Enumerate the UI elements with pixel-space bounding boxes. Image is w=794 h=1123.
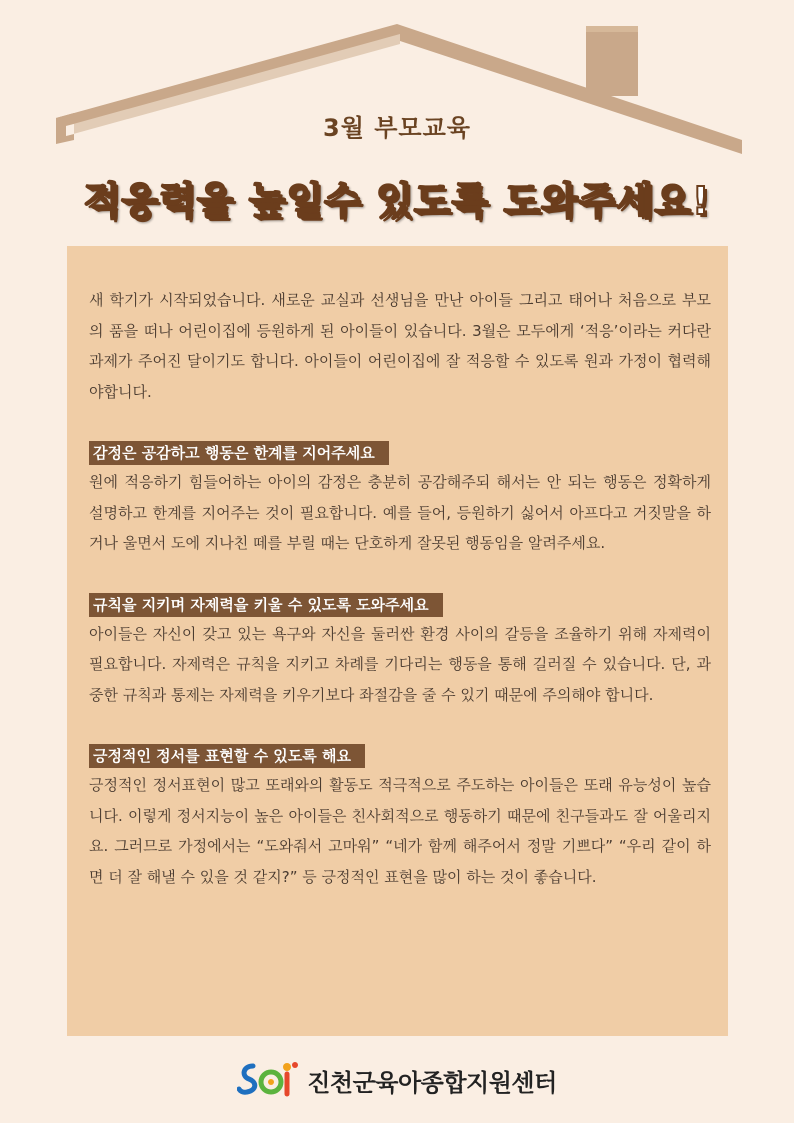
intro-paragraph: 새 학기가 시작되었습니다. 새로운 교실과 선생님을 만난 아이들 그리고 태어나 처음으로 부모의 품을 떠나 어린이집에 등원하게 된 아이들이 있습니다. 3월은 모두에게 ‘적응’이라는 커다란 과제가 주어진 달이기도 합니다. 아이들이 어린이집에 잘 적응할 수 있도록 원과 가정이 협력해야합니다.: [89, 291, 711, 401]
content-body: [89, 285, 711, 926]
page-title: 적응력을 높일수 있도록 도와주세요!: [83, 179, 711, 223]
section-body: 아이들은 자신이 갖고 있는 욕구와 자신을 둘러싼 환경 사이의 갈등을 조율하기 위해 자제력이 필요합니다. 자제력은 규칙을 지키고 차례를 기다리는 행동을 통해 길러질 수 있습니다. 단, 과중한 규칙과 통제는 자제력을 키우기보다 좌절감을 줄 수 있기 때문에 주의해야 합니다.: [89, 624, 711, 704]
section-body: 긍정적인 정서표현이 많고 또래와의 활동도 적극적으로 주도하는 아이들은 또래 유능성이 높습니다. 이렇게 정서지능이 높은 아이들은 친사회적으로 행동하기 때문에 친구들과도 잘 어울리지요. 그러므로 가정에서는 “도와줘서 고마워” “네가 함께 해주어서 정말 기쁘다” “우리 같이 하면 더 잘 해낼 수 있을 것 같지?” 등 긍정적인 표현을 많이 하는 것이 좋습니다.: [89, 776, 711, 886]
section-body: 원에 적응하기 힘들어하는 아이의 감정은 충분히 공감해주되 해서는 안 되는 행동은 정확하게 설명하고 한계를 지어주는 것이 필요합니다. 예를 들어, 등원하기 싫어서 아프다고 거짓말을 하거나 울면서 도에 지나친 떼를 부릴 때는 단호하게 잘못된 행동임을 알려주세요.: [89, 473, 711, 552]
section-self-control: [89, 593, 711, 711]
page-subtitle: 3월 부모교육: [323, 114, 471, 142]
organization-name: 진천군육아종합지원센터: [307, 1068, 557, 1097]
section-heading: 긍정적인 정서를 표현할 수 있도록 해요: [89, 744, 365, 768]
center-logo-icon: [237, 1060, 301, 1100]
footer: [0, 1055, 794, 1105]
section-positive-emotion: [89, 744, 711, 892]
house-roof-illustration: [0, 0, 794, 180]
section-heading: 규칙을 지키며 자제력을 키울 수 있도록 도와주세요: [89, 593, 443, 617]
section-heading: 감정은 공감하고 행동은 한계를 지어주세요: [89, 441, 389, 465]
section-empathy: [89, 441, 711, 559]
